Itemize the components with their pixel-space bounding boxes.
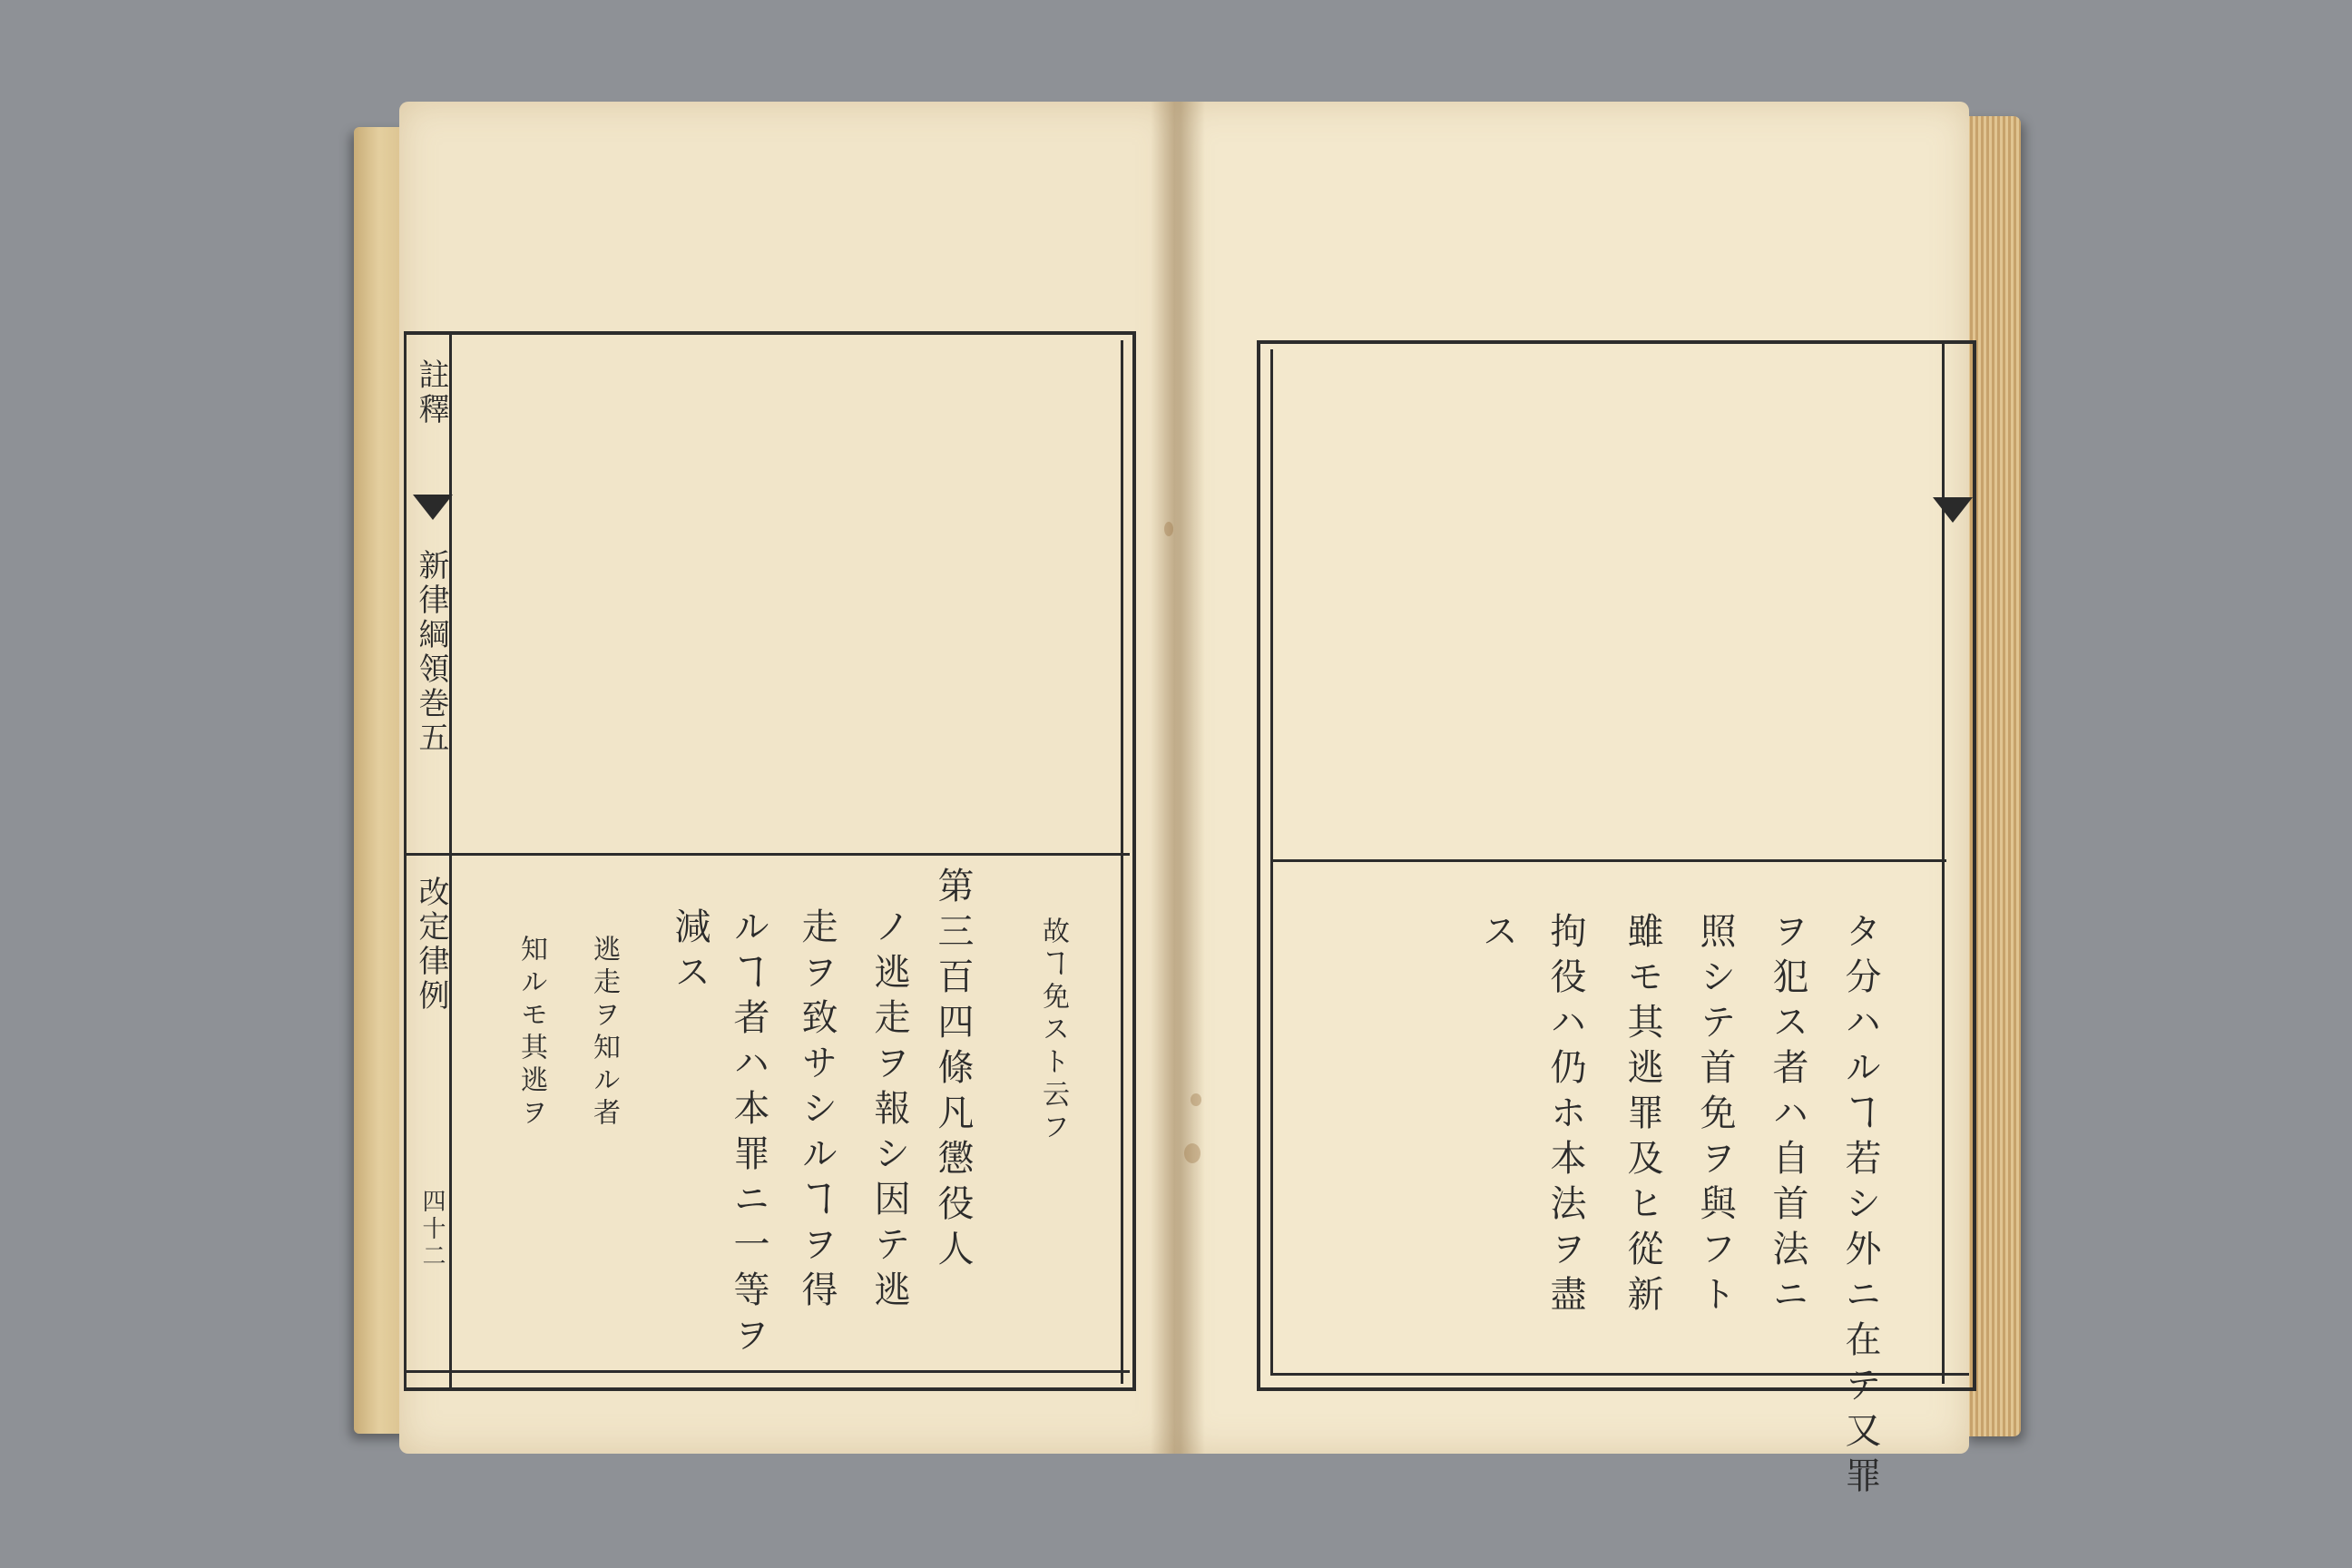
margin-page-number: 四十二: [418, 1189, 446, 1270]
left-annotation-column-2: 逃走ヲ知ル者: [588, 935, 620, 1131]
foxing-spot: [1164, 522, 1173, 536]
left-annotation-column-1: 故ヿ免スト云フ: [1037, 916, 1069, 1145]
fishtail-mark-left: [413, 495, 453, 520]
right-text-column-4: 雖モ其逃罪及ヒ從新: [1622, 912, 1663, 1320]
left-margin-rule: [449, 331, 452, 1388]
left-bottom-rule: [404, 1370, 1130, 1373]
book-gutter: [1151, 102, 1205, 1454]
fishtail-mark-right: [1933, 497, 1973, 523]
right-inner-rule: [1270, 349, 1273, 1375]
left-page-frame: [404, 331, 1136, 1391]
right-text-column-6: ス: [1476, 912, 1518, 957]
left-inner-rule: [1121, 340, 1123, 1384]
right-text-column-1: タ分ハルヿ若シ外ニ在テ又罪: [1839, 912, 1881, 1502]
foxing-spot: [1191, 1093, 1201, 1106]
right-text-column-5: 拘役ハ仍ホ本法ヲ盡: [1544, 912, 1586, 1320]
left-upper-lower-divider: [404, 853, 1130, 856]
right-upper-lower-divider: [1270, 859, 1946, 862]
left-text-column-3: 走ヲ致サシルヿヲ得: [796, 907, 838, 1316]
left-text-column-5: 減ス: [669, 907, 710, 998]
foxing-spot: [1184, 1143, 1200, 1163]
left-text-column-4: ルヿ者ハ本罪ニ一等ヲ: [728, 907, 769, 1361]
right-text-column-2: ヲ犯ス者ハ自首法ニ: [1767, 912, 1808, 1320]
left-text-column-1: 第三百四條凡懲役人: [932, 867, 974, 1275]
margin-book-title: 新律綱領巻五: [413, 549, 449, 756]
left-annotation-column-3: 知ルモ其逃ヲ: [515, 935, 547, 1131]
right-text-column-3: 照シテ首免ヲ與フト: [1694, 912, 1736, 1320]
left-text-column-2: ノ逃走ヲ報シ因テ逃: [868, 907, 910, 1316]
margin-section-label: 改定律例: [413, 876, 449, 1014]
margin-label-top: 註釋: [413, 358, 449, 427]
